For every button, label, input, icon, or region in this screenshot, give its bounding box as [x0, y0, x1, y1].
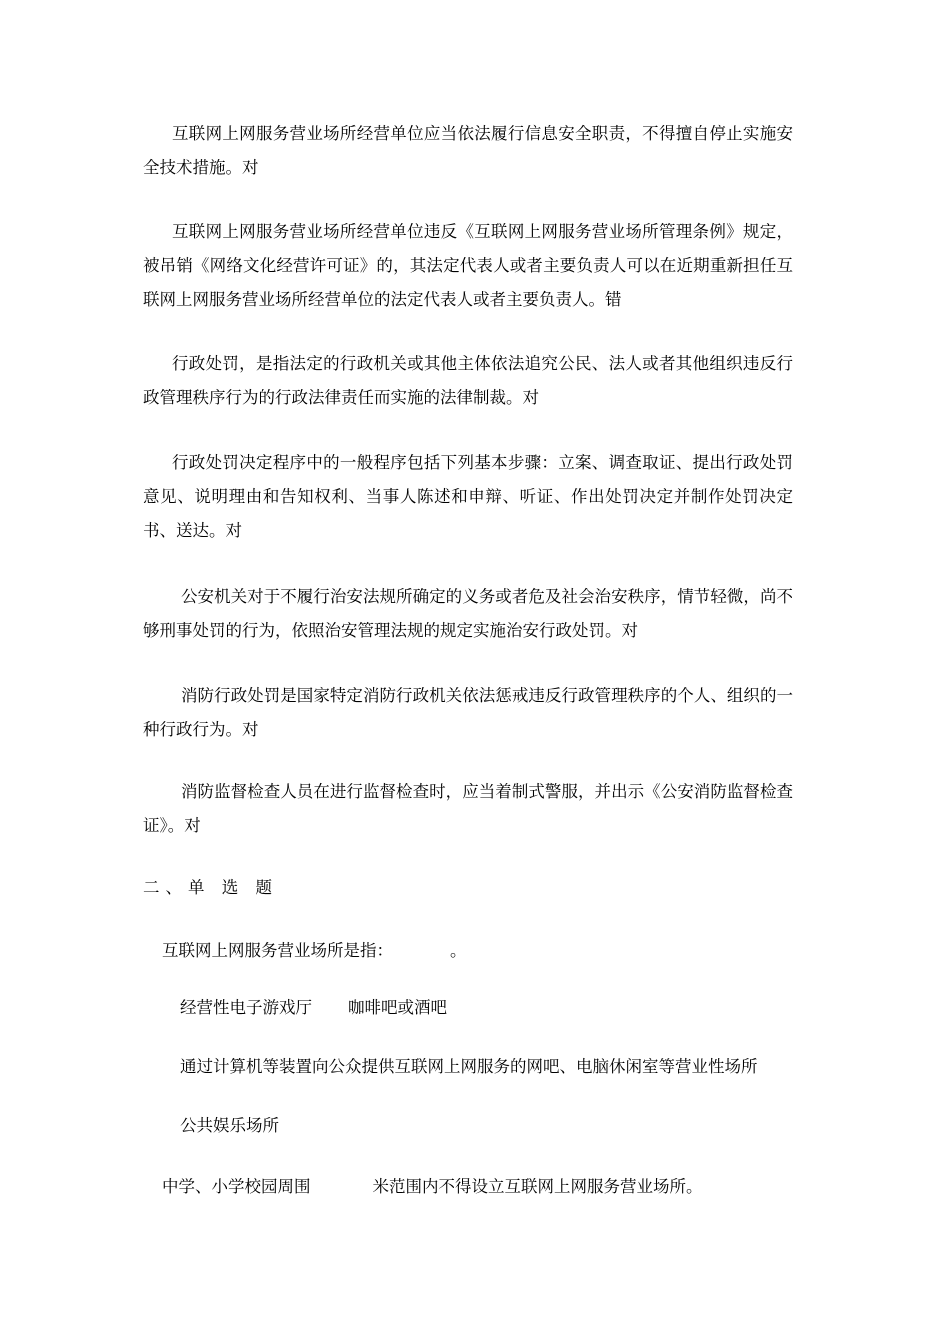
- question-1-stem: [162, 934, 467, 968]
- section-heading: 二、单 选 题: [143, 878, 278, 897]
- item-text: 行政处罚，是指法定的行政机关或其他主体依法追究公民、法人或者其他组织违反行政管理秩序行为的行政法律责任而实施的法律制裁。: [143, 354, 793, 407]
- item-text: 公安机关对于不履行治安法规所确定的义务或者危及社会治安秩序，情节轻微，尚不够刑事处罚的行为，依照治安管理法规的规定实施治安行政处罚。: [143, 587, 793, 640]
- item-answer: 对: [242, 158, 259, 177]
- true-false-item-3: [143, 347, 793, 415]
- option-d: 公共娱乐场所: [180, 1116, 279, 1135]
- item-text: 消防行政处罚是国家特定消防行政机关依法惩戒违反行政管理秩序的个人、组织的一种行政行为。: [143, 686, 793, 739]
- item-text: 互联网上网服务营业场所经营单位违反《互联网上网服务营业场所管理条例》规定，被吊销《网络文化经营许可证》的，其法定代表人或者主要负责人可以在近期重新担任互联网上网服务营业场所经营单位的法定代表人或者主要负责人。: [143, 222, 793, 309]
- question-stem-end: 米范围内不得设立互联网上网服务营业场所。: [372, 1177, 703, 1196]
- true-false-item-4: [143, 446, 793, 548]
- question-stem-text: 中学、小学校园周围: [162, 1177, 311, 1196]
- option-b: 咖啡吧或酒吧: [348, 998, 447, 1017]
- item-answer: 对: [184, 816, 201, 835]
- item-text: 消防监督检查人员在进行监督检查时，应当着制式警服，并出示《公安消防监督检查证》。: [143, 782, 793, 835]
- question-2-stem: [162, 1170, 703, 1204]
- question-stem-text: 互联网上网服务营业场所是指：: [162, 941, 393, 960]
- item-answer: 错: [605, 290, 622, 309]
- item-text: 互联网上网服务营业场所经营单位应当依法履行信息安全职责，不得擅自停止实施安全技术措施。: [143, 124, 793, 177]
- item-answer: 对: [225, 521, 242, 540]
- item-answer: 对: [621, 621, 638, 640]
- true-false-item-1: [143, 117, 793, 185]
- true-false-item-5: [143, 580, 793, 648]
- item-answer: 对: [242, 720, 259, 739]
- question-stem-end: 。: [450, 941, 467, 960]
- true-false-item-6: [143, 679, 793, 747]
- item-text: 行政处罚决定程序中的一般程序包括下列基本步骤：立案、调查取证、提出行政处罚意见、说明理由和告知权利、当事人陈述和申辩、听证、作出处罚决定并制作处罚决定书、送达。: [143, 453, 793, 540]
- question-1-options-ab: [180, 991, 447, 1025]
- true-false-item-2: [143, 215, 793, 317]
- option-c: 通过计算机等装置向公众提供互联网上网服务的网吧、电脑休闲室等营业性场所: [180, 1057, 758, 1076]
- option-a: 经营性电子游戏厅: [180, 998, 312, 1017]
- item-answer: 对: [522, 388, 539, 407]
- true-false-item-7: [143, 775, 793, 843]
